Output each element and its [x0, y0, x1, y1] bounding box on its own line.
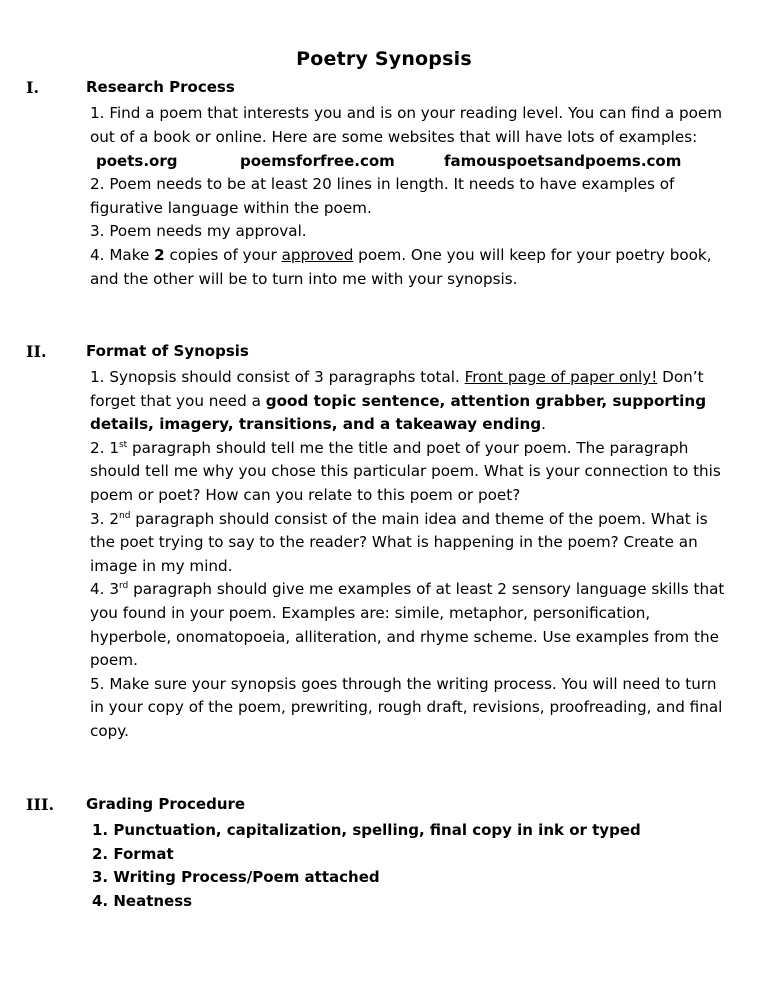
page-title: Poetry Synopsis	[296, 48, 472, 70]
text-run: 2. 1	[90, 438, 119, 457]
grading-item: 4. Neatness	[92, 891, 193, 910]
list-item	[90, 366, 730, 437]
section-research-process	[0, 78, 768, 291]
text-run: poem. One you will keep for your poetry book, and the other will be to turn into me with your synopsis.	[90, 245, 712, 288]
section-heading	[0, 342, 768, 366]
text-run: 1. Synopsis should consist of 3 paragraphs total.	[90, 368, 465, 386]
section-title: Grading Procedure	[86, 795, 246, 813]
website-link[interactable]: famouspoetsandpoems.com	[444, 152, 682, 171]
section-numeral: II.	[26, 342, 47, 361]
section-format-of-synopsis	[0, 342, 768, 744]
section-heading	[0, 78, 768, 102]
list-item	[90, 244, 730, 291]
section-title: Research Process	[86, 78, 235, 96]
text-run: copies of your	[164, 245, 282, 264]
website-list	[96, 149, 716, 173]
list-item: 5. Make sure your synopsis goes through the writing process. You will need to turn in your copy of the poem, prewriting, rough draft, revisions, proofreading, and final copy.	[90, 674, 723, 740]
website-link[interactable]: poets.org	[96, 152, 178, 171]
text-run: paragraph should tell me the title and poet of your poem. The paragraph should tell me why you chose this particular poem. What is your connection to this poem or poet? How can you relate to this poem or poet?	[90, 438, 721, 504]
section-numeral: III.	[26, 795, 55, 814]
underlined-text: Front page of paper only!	[464, 368, 658, 386]
website-link[interactable]: poemsforfree.com	[240, 152, 395, 171]
text-run: 4. Make	[90, 245, 155, 264]
ordinal-suffix: nd	[118, 510, 131, 521]
list-item: 3. Poem needs my approval.	[90, 222, 307, 241]
emphasis-text: good topic sentence, attention grabber, supporting details, imagery, transitions, and a takeaway ending	[90, 391, 707, 434]
text-run: 4. 3	[90, 580, 119, 599]
grading-item: 2. Format	[92, 844, 174, 863]
section-title: Format of Synopsis	[86, 342, 249, 360]
section-heading	[0, 795, 768, 819]
list-item	[90, 578, 730, 672]
list-item	[90, 437, 730, 508]
text-run: 3. 2	[90, 509, 119, 528]
text-run: paragraph should give me examples of at least 2 sensory language skills that you found in your poem. Examples are: simile, metaphor, personification, hyperbole, onomatopoeia, alliteration, and rhyme scheme. Use examples from the poem.	[90, 580, 725, 670]
list-item: 1. Find a poem that interests you and is on your reading level. You can find a poem out of a book or online. Here are some websites that will have lots of examples:	[90, 104, 723, 146]
underlined-text: approved	[281, 245, 354, 264]
grading-item: 3. Writing Process/Poem attached	[92, 868, 380, 887]
text-run: Don’t forget that you need a	[90, 368, 704, 410]
grading-item: 1. Punctuation, capitalization, spelling, final copy in ink or typed	[92, 821, 641, 839]
list-item: 2. Poem needs to be at least 20 lines in length. It needs to have examples of figurative language within the poem.	[90, 175, 675, 217]
section-grading-procedure	[0, 795, 768, 913]
list-item	[90, 508, 730, 579]
section-numeral: I.	[26, 78, 40, 97]
text-run: paragraph should consist of the main idea and theme of the poem. What is the poet trying to say to the reader? What is happening in the poem? Create an image in my mind.	[90, 509, 708, 575]
ordinal-suffix: st	[118, 439, 128, 450]
ordinal-suffix: rd	[118, 581, 129, 592]
emphasis-text: 2	[154, 245, 165, 264]
text-run: .	[541, 415, 546, 434]
